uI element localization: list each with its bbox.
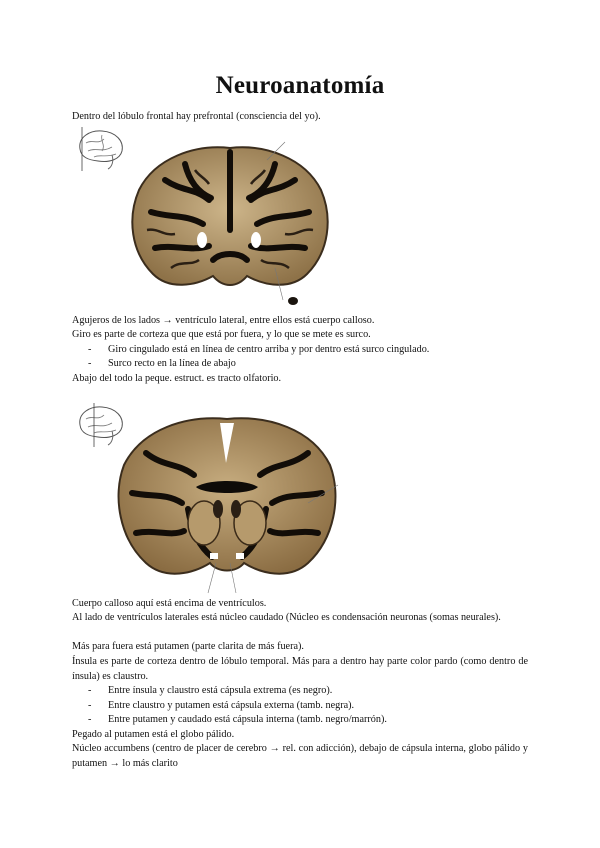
s1-bullet-1: - Giro cingulado está en línea de centro arriba y por dentro está surco cingulado. bbox=[88, 344, 430, 355]
s1-bullet-2-text: Surco recto en la línea de abajo bbox=[108, 358, 236, 369]
page-title: Neuroanatomía bbox=[215, 72, 385, 99]
s2-paragraph-5: Pegado al putamen está el globo pálido. bbox=[72, 729, 235, 740]
intro-paragraph: Dentro del lóbulo frontal hay prefrontal (consciencia del yo). bbox=[72, 111, 321, 122]
s2-bullet-2-text: Entre claustro y putamen está cápsula externa (tamb. negra). bbox=[108, 700, 355, 711]
s2-bullet-3-text: Entre putamen y caudado está cápsula interna (tamb. negro/marrón). bbox=[108, 714, 387, 725]
brain-section-image-2 bbox=[112, 413, 342, 595]
s2-paragraph-2: Al lado de ventrículos laterales está núcleo caudado (Núcleo es condensación neuronas (somas neurales). bbox=[72, 612, 501, 623]
brain-section-image-1 bbox=[125, 140, 335, 310]
s1-paragraph-2: Giro es parte de corteza que que está por fuera, y lo que se mete es surco. bbox=[72, 329, 371, 340]
s1-bullet-1-text: Giro cingulado está en línea de centro arriba y por dentro está surco cingulado. bbox=[108, 344, 430, 355]
s1-bullet-2: - Surco recto en la línea de abajo bbox=[88, 358, 236, 369]
s1-paragraph-1: Agujeros de los lados → ventrículo lateral, entre ellos está cuerpo calloso. bbox=[72, 315, 375, 326]
s2-paragraph-6: Núcleo accumbens (centro de placer de cerebro → rel. con adicción), debajo de cápsula interna, globo pálido y putamen → lo más clarito bbox=[72, 743, 528, 769]
s2-bullet-2: - Entre claustro y putamen está cápsula externa (tamb. negra). bbox=[88, 700, 355, 711]
s2-paragraph-1: Cuerpo calloso aquí está encima de ventrículos. bbox=[72, 598, 267, 609]
s2-paragraph-4: Ínsula es parte de corteza dentro de lóbulo temporal. Más para a dentro hay parte color pardo (como dentro de ínsula) es claustro. bbox=[72, 656, 528, 682]
s2-bullet-1: - Entre ínsula y claustro está cápsula extrema (es negro). bbox=[88, 685, 333, 696]
s1-paragraph-3: Abajo del todo la peque. estruct. es tracto olfatorio. bbox=[72, 373, 282, 384]
brain-orientation-icon bbox=[72, 127, 128, 171]
s2-bullet-3: - Entre putamen y caudado está cápsula interna (tamb. negro/marrón). bbox=[88, 714, 387, 725]
s2-bullet-1-text: Entre ínsula y claustro está cápsula extrema (es negro). bbox=[108, 685, 333, 696]
s2-paragraph-3: Más para fuera está putamen (parte clarita de más fuera). bbox=[72, 641, 304, 652]
